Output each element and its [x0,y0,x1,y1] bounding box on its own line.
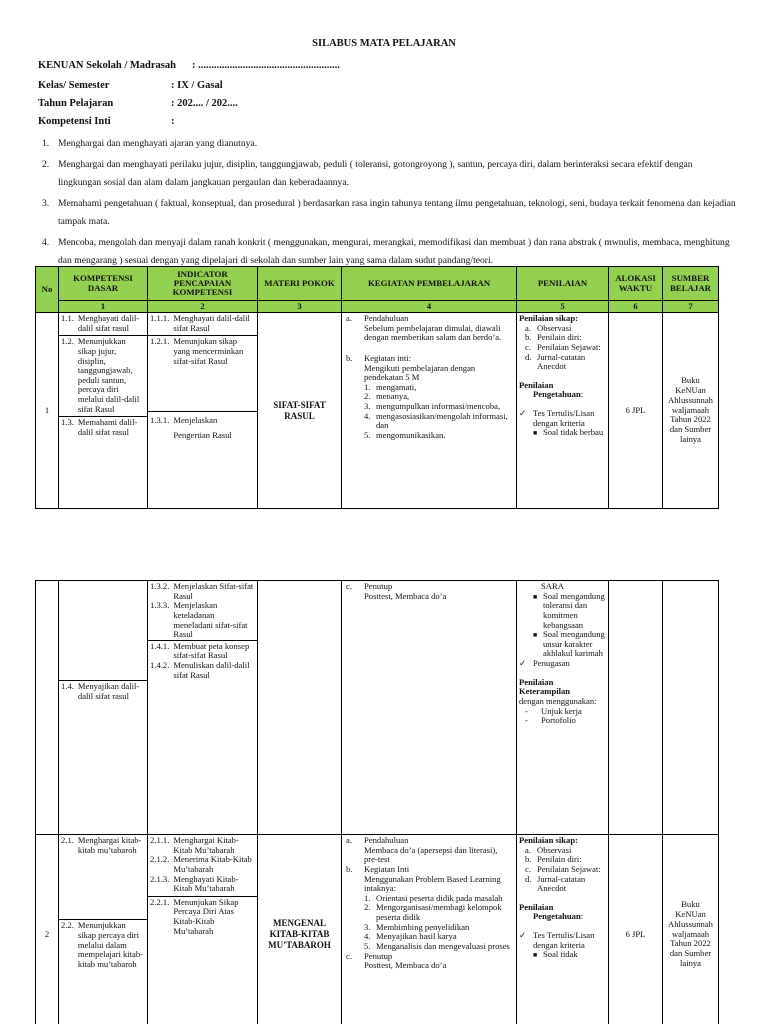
header-alokasi: ALOKASI WAKTU [609,267,663,301]
meta-school: KENUAN Sekolah / Madrasah : ...................................................... [38,60,340,71]
row-number: 2 [36,835,59,1024]
header-kd: KOMPETENSI DASAR [59,267,148,301]
header-ipk: INDICATOR PENCAPAIAN KOMPETENSI [148,267,258,301]
kd-item: 1.2. Menunjukkan sikap jujur, disiplin, tanggungjawab, peduli santun, percaya diri melalui dalil-dalil sifat Rasul [61,336,140,414]
alokasi-cell: 6 JPL [609,313,663,509]
list-item: 5. Menganalisis dan mengevaluasi proses [364,940,510,951]
col-number: 1 [59,301,148,313]
list-item: 1. Orientasi peserta didik pada masalah [364,892,503,903]
row-number [36,581,59,835]
list-item: 2. menanya, [364,391,410,402]
list-item: 4. Mencoba, mengolah dan menyaji dalam ranah konkrit ( menggunakan, mengurai, merangkai, memodifikasi dan membuat ) dan rana abstrak ( mwnulis, membaca, menghitung dan mengarang ) sesuai dengan yang dipelajari di sekolah dan sumber lain yang sama dalam sudut pandang/teori. [42,236,730,266]
list-item: 1. mengamati, [364,381,417,392]
materi-cell: SIFAT-SIFAT RASUL [258,313,342,509]
sumber-cell [663,581,719,835]
check-icon: ✓ [519,408,527,418]
sumber-cell: Buku KeNUan Ahlussunnah waljamaah Tahun 2022 dan Sumber lainya [663,313,719,509]
check-icon: ✓ [519,658,527,668]
col-number: 3 [258,301,342,313]
kd-item: 2.2. Menunjukkan sikap percaya diri melalui dalam mempelajari kitab-kitab mu’tabaroh [61,920,144,969]
col-number: 2 [148,301,258,313]
list-item: 3. Membimbing penyelidikan [364,921,470,932]
ipk-item: 2.2.1. Menunjukan Sikap Percaya Diri Atas Kitab-Kitab Mu’tabarah [150,896,239,936]
ipk-item: 1.4.1. Membuat peta konsep sifat-sifat Rasul [150,640,250,661]
col-number: 4 [342,301,517,313]
materi-cell [258,581,342,835]
ipk-item: 1.3.3. Menjelaskan keteladanan meneladani sifat-sifat Rasul [150,600,248,640]
alokasi-cell: 6 JPL [609,835,663,1024]
list-item: 5. mengomunikasikan. [364,429,446,440]
table-row [36,835,719,1024]
check-icon: ✓ [519,930,527,940]
list-item: 2. Mengorganisasi/membagi kelompok peserta didik [364,902,502,922]
header-no: No [36,267,59,313]
ipk-item: 1.2.1. Menunjukan sikap yang mencerminkan sifat-sifat Rasul [150,336,244,366]
list-item: 2. Menghargai dan menghayati perilaku jujur, disiplin, tanggungjawab, peduli ( toleransi, gotongroyong ), santun, percaya diri, dalam berinteraksi secara efektif dengan lingkungan sosial dan alam dalam jangkauan pergaulan dan keberadaannya. [42,158,693,188]
kegiatan-cell: a. Pendahuluan Membaca do’a (apersepsi dan literasi), pre-test b. Kegiatan Inti Menggunakan Problem Based Learning intaknya: 1. Orientasi peserta didik pada masalah 2. Mengorganisasi/membagi kelompok peserta didik 3. Membimbing penyelidikan 4. Menyajikan hasil karya 5. Menganalisis dan mengevaluasi proses c. Penutup Posttest, Membaca do’a [342,835,517,1024]
ipk-cell [148,835,258,1024]
meta-class: Kelas/ Semester : IX / Gasal [38,80,223,91]
ipk-cell [148,313,258,509]
table-row [36,581,719,835]
header-materi: MATERI POKOK [258,267,342,301]
kd-item: 1.1. Menghayati dalil-dalil sifat rasul [61,313,140,333]
ipk-item: 2.1.3. Menghayati Kitab-Kitab Mu’tabarah [150,873,239,894]
list-item: 3. Memahami pengetahuan ( faktual, konseptual, dan prosedural ) berdasarkan rasa ingin tahunya tentang ilmu pengetahuan, teknologi, seni, budaya terkait fenomena dan kejadian tampak mata. [42,197,736,227]
kd-cell [59,313,148,509]
col-number: 6 [609,301,663,313]
square-bullet-icon: ■ [533,592,538,601]
list-item: 3. mengumpulkan informasi/mencoba, [364,401,501,411]
list-item: 1. Menghargai dan menghayati ajaran yang dianutnya. [42,138,258,149]
ipk-item: 1.3.2. Menjelaskan Sifat-sifat Rasul [150,581,254,601]
document-title: SILABUS MATA PELAJARAN [312,38,456,49]
meta-core-competence: Kompetensi Inti : [38,116,175,127]
square-bullet-icon: ■ [533,951,538,960]
ipk-item: 2.1.1. Menghargai Kitab-Kitab Mu’tabarah [150,835,239,855]
meta-year: Tahun Pelajaran : 202.... / 202.... [38,98,238,109]
ipk-cell [148,581,258,835]
col-number: 7 [663,301,719,313]
kd-item: 2.1. Menghargai kitab-kitab mu’tabaroh [61,835,142,855]
header-sumber: SUMBER BELAJAR [663,267,719,301]
kegiatan-cell: c. Penutup Posttest, Membaca do’a [342,581,517,835]
penilaian-cell: SARA ■ Soal mengandung toleransi dan komitmen kebangsaan ■ Soal mengandung unsur karakter akhlakul karimah ✓ Penugasan Penilaian Keterampilan dengan menggunakan: - Unjuk kerja - Portofolio [517,581,609,835]
kd-item: 1.4. Menyajikan dalil-dalil sifat rasul [61,681,140,701]
col-number: 5 [517,301,609,313]
alokasi-cell [609,581,663,835]
list-item: 4. Menyajikan hasil karya [364,931,457,942]
penilaian-cell: Penilaian sikap: a. Observasi b. Penilain diri: c. Penilaian Sejawat: d. Jurnal-catatan Anecdot Penilaian Pengetahuan: ✓ Tes Tertulis/Lisan dengan kriteria ■ Soal tidak [517,835,609,1024]
ipk-item: 1.1.1. Menghayati dalil-dalil sifat Rasul [150,313,250,333]
header-kegiatan: KEGIATAN PEMBELAJARAN [342,267,517,301]
ipk-item: 1.3.1. Menjelaskan Pengertian Rasul [150,415,232,441]
square-bullet-icon: ■ [533,631,538,640]
kd-cell [59,835,148,1024]
kegiatan-cell: a. Pendahuluan Sebelum pembelajaran dimulai, diawali dengan memberikan salam dan berdo’a. b. Kegiatan inti: Mengikuti pembelajaran dengan pendekatan 5 M 1. mengamati, 2. menanya, 3. mengumpulkan informasi/mencoba, 4. mengasosiasikan/mengolah informasi, dan 5. mengomunikasikan. [342,313,517,509]
header-penilaian: PENILAIAN [517,267,609,301]
ipk-item: 1.4.2. Menuliskan dalil-dalil sifat Rasul [150,660,250,680]
materi-cell: MENGENAL KITAB-KITAB MU’TABAROH [258,835,342,1024]
kd-cell [59,581,148,835]
kd-item: 1.3. Memahami dalil-dalil sifat rasul [61,417,138,437]
penilaian-cell: Penilaian sikap: a. Observasi b. Penilain diri: c. Penilaian Sejawat: d. Jurnal-catatan Anecdot Penilaian Pengetahuan: ✓ Tes Tertulis/Lisan dengan kriteria ■ Soal tidak berbau [517,313,609,509]
core-competence-list [38,135,738,273]
square-bullet-icon: ■ [533,429,538,438]
table-row [36,313,719,509]
syllabus-table-part-1 [35,266,719,509]
ipk-item: 2.1.2. Menerima Kitab-Kitab Mu’tabarah [150,854,252,874]
list-item: 4. mengasosiasikan/mengolah informasi, dan [364,410,508,431]
syllabus-table-part-2 [35,580,719,1024]
row-number: 1 [36,313,59,509]
sumber-cell: Buku KeNUan Ahlussunnah waljamaah Tahun 2022 dan Sumber lainya [663,835,719,1024]
